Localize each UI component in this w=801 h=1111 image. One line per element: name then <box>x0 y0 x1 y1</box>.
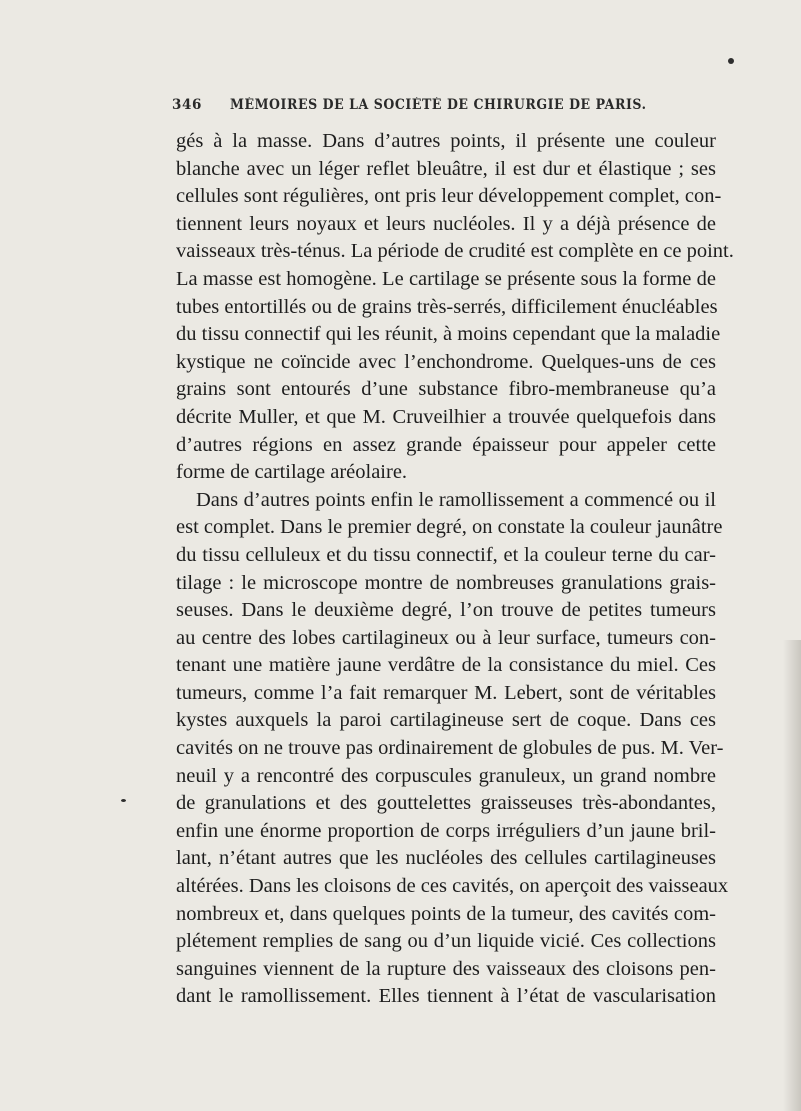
text-line: d’autres régions en assez grande épaisseur pour appeler cette <box>176 433 716 456</box>
ink-speck <box>728 58 734 64</box>
text-line: au centre des lobes cartilagineux ou à leur surface, tumeurs con- <box>176 626 716 649</box>
text-line: tubes entortillés ou de grains très-serrés, difficilement énucléables <box>176 295 718 318</box>
page-edge-shadow <box>783 640 801 1111</box>
text-line: enfin une énorme proportion de corps irréguliers d’un jaune bril- <box>176 819 716 842</box>
text-line: blanche avec un léger reflet bleuâtre, il est dur et élastique ; ses <box>176 157 716 180</box>
text-line: du tissu connectif qui les réunit, à moins cependant que la maladie <box>176 323 721 346</box>
text-line: vaisseaux très-ténus. La période de crudité est complète en ce point. <box>176 240 734 263</box>
text-line: plétement remplies de sang ou d’un liquide vicié. Ces collections <box>176 930 716 953</box>
text-line: kystes auxquels la paroi cartilagineuse sert de coque. Dans ces <box>176 709 716 732</box>
text-line: gés à la masse. Dans d’autres points, il présente une couleur <box>176 130 716 152</box>
body-text <box>176 128 734 1011</box>
paragraph-end-line: forme de cartilage aréolaire. <box>176 461 408 484</box>
text-line: tilage : le microscope montre de nombreuses granulations grais- <box>176 571 716 594</box>
text-line: est complet. Dans le premier degré, on constate la couleur jaunâtre <box>176 516 723 539</box>
running-head <box>172 97 712 123</box>
text-line: dant le ramollissement. Elles tiennent à l’état de vascularisation <box>176 985 716 1008</box>
text-line: tiennent leurs noyaux et leurs nucléoles. Il y a déjà présence de <box>176 212 716 235</box>
ink-speck <box>121 799 126 802</box>
text-line: altérées. Dans les cloisons de ces cavités, on aperçoit des vaisseaux <box>176 875 729 898</box>
text-line: tumeurs, comme l’a fait remarquer M. Lebert, sont de véritables <box>176 681 716 704</box>
page-number: 346 <box>172 97 202 113</box>
text-line: neuil y a rencontré des corpuscules granuleux, un grand nombre <box>176 764 716 787</box>
text-line: kystique ne coïncide avec l’enchondrome. Quelques-uns de ces <box>176 350 716 373</box>
text-line: seuses. Dans le deuxième degré, l’on trouve de petites tumeurs <box>176 599 716 622</box>
text-line: sanguines viennent de la rupture des vaisseaux des cloisons pen- <box>176 957 716 980</box>
text-line: nombreux et, dans quelques points de la tumeur, des cavités com- <box>176 902 716 925</box>
text-line: cavités on ne trouve pas ordinairement de globules de pus. M. Ver- <box>176 737 724 760</box>
text-line: lant, n’étant autres que les nucléoles des cellules cartilagineuses <box>176 847 716 870</box>
text-line: cellules sont régulières, ont pris leur développement complet, con- <box>176 185 722 208</box>
journal-title: MÉMOIRES DE LA SOCIÉTÉ DE CHIRURGIE DE PARIS. <box>230 97 647 113</box>
paragraph-start-line: Dans d’autres points enfin le ramollissement a commencé ou il <box>196 488 716 511</box>
text-line: grains sont entourés d’une substance fibro-membraneuse qu’a <box>176 378 716 401</box>
text-line: tenant une matière jaune verdâtre de la consistance du miel. Ces <box>176 654 716 677</box>
text-line: du tissu celluleux et du tissu connectif, et la couleur terne du car- <box>176 543 716 566</box>
text-line: de granulations et des gouttelettes graisseuses très-abondantes, <box>176 792 716 815</box>
text-line: décrite Muller, et que M. Cruveilhier a trouvée quelquefois dans <box>176 405 716 428</box>
text-line: La masse est homogène. Le cartilage se présente sous la forme de <box>176 267 716 290</box>
